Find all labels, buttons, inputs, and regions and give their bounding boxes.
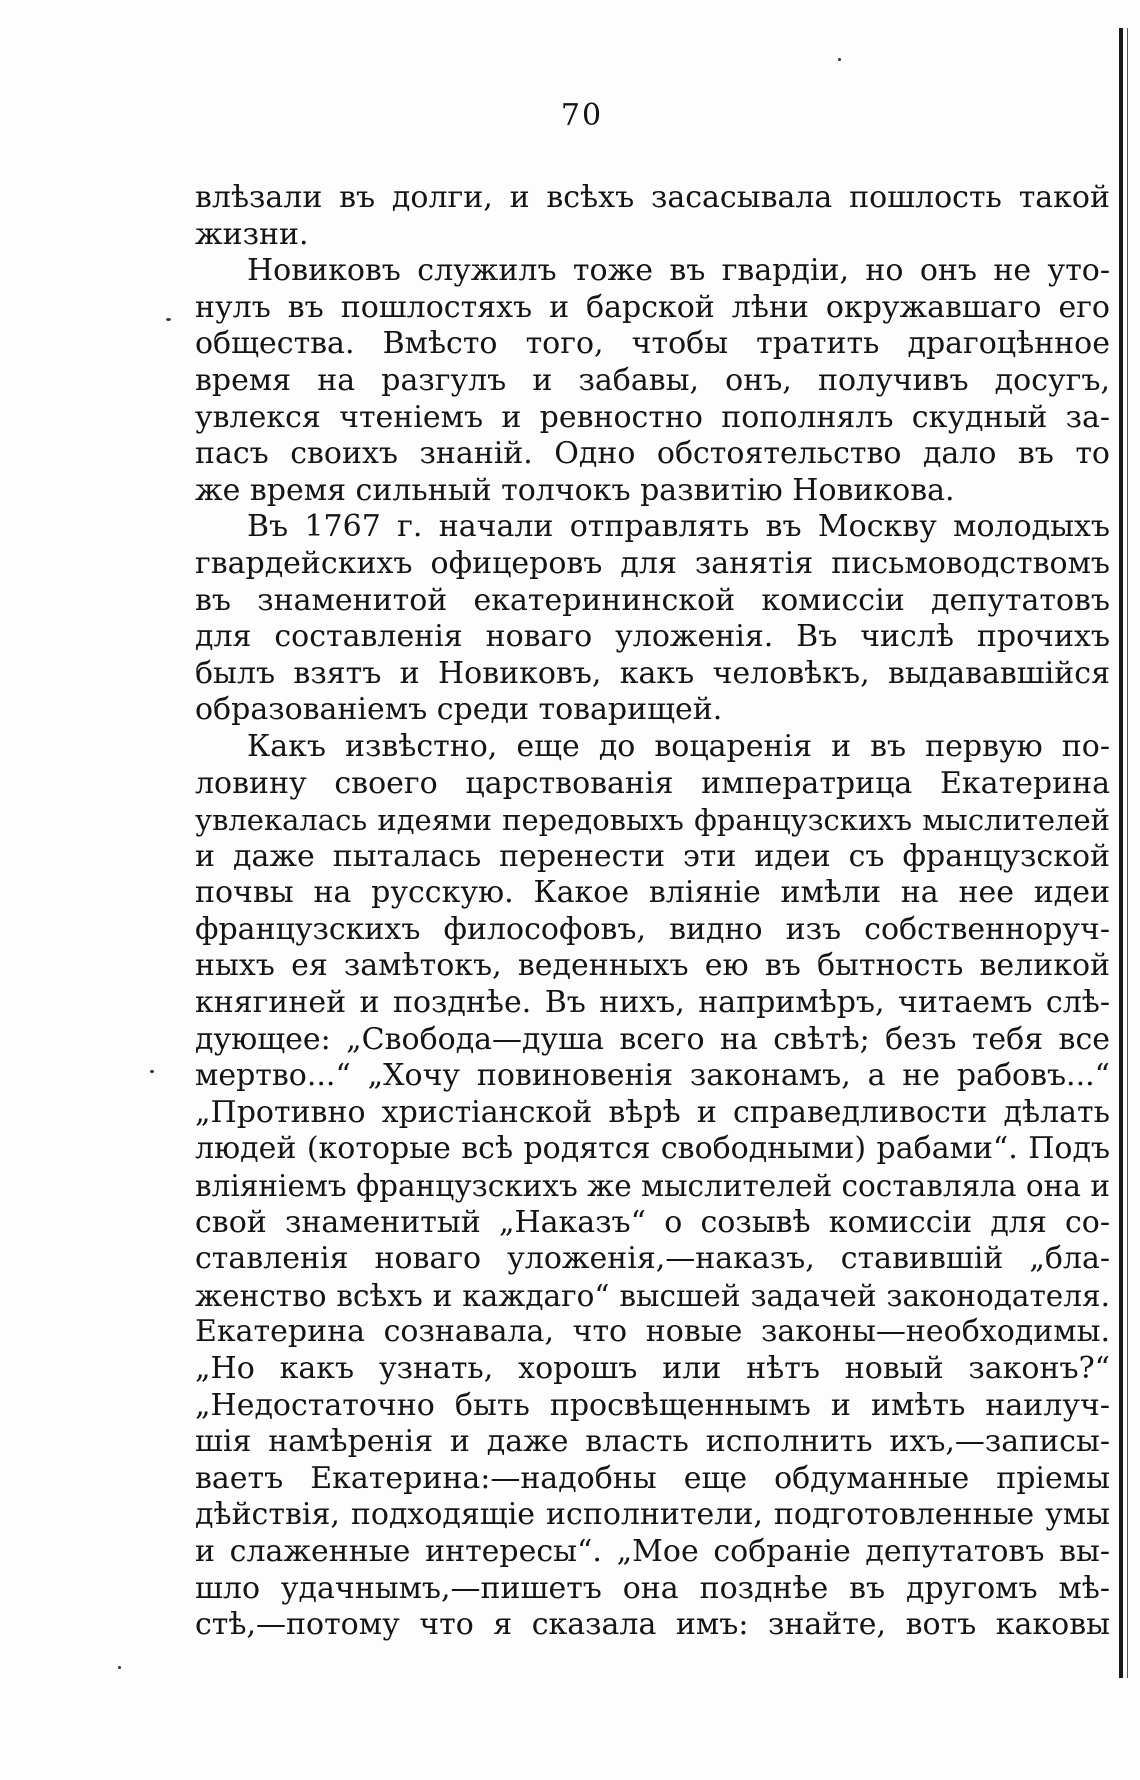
- text-line: увлекалась идеями передовыхъ французскихъ мыслителей: [195, 803, 1110, 838]
- text-line: княгиней и позднѣе. Въ нихъ, напримѣръ, читаемъ слѣ-: [195, 985, 1110, 1021]
- text-line: Екатерина сознавала, что новые законы—необходимы.: [195, 1314, 1110, 1350]
- text-line: „Недостаточно быть просвѣщеннымъ и имѣть наилуч-: [195, 1387, 1110, 1423]
- text-line: гвардейскихъ офицеровъ для занятія письмоводствомъ: [195, 545, 1110, 581]
- text-line: общества. Вмѣсто того, чтобы тратить драгоцѣнное: [195, 326, 1110, 362]
- text-line: Новиковъ служилъ тоже въ гвардіи, но онъ не уто-: [247, 253, 1110, 289]
- text-line: французскихъ философовъ, видно изъ собственноруч-: [195, 911, 1110, 947]
- text-line: шія намѣренія и даже власть исполнить ихъ,—записы-: [195, 1424, 1110, 1460]
- text-line: „Но какъ узнать, хорошъ или нѣтъ новый законъ?“: [195, 1351, 1110, 1386]
- body-text: [195, 180, 1110, 1644]
- text-line: стѣ,—потому что я сказала имъ: знайте, вотъ каковы: [195, 1607, 1110, 1643]
- text-line: ныхъ ея замѣтокъ, веденныхъ ею въ бытность великой: [195, 948, 1110, 984]
- text-line: Въ 1767 г. начали отправлять въ Москву молодыхъ: [247, 509, 1110, 545]
- text-line: дѣйствія, подходящіе исполнители, подготовленные умы: [195, 1497, 1110, 1533]
- text-line: женство всѣхъ и каждаго“ высшей задачей законодателя.: [195, 1278, 1110, 1313]
- page-number: 70: [560, 98, 604, 133]
- text-line: и слаженные интересы“. „Мое собраніе депутатовъ вы-: [195, 1533, 1110, 1569]
- text-line: вліяніемъ французскихъ же мыслителей составляла она и: [195, 1169, 1110, 1204]
- text-line: пасъ своихъ знаній. Одно обстоятельство дало въ то: [195, 436, 1110, 472]
- text-line: для составленія новаго уложенія. Въ числѣ прочихъ: [195, 619, 1110, 655]
- text-line: жизни.: [195, 216, 309, 252]
- text-line: „Противно христіанской вѣрѣ и справедливости дѣлать: [195, 1094, 1110, 1130]
- text-line: ваетъ Екатерина:—надобны еще обдуманные пріемы: [195, 1460, 1110, 1496]
- text-line: почвы на русскую. Какое вліяніе имѣли на нее идеи: [195, 875, 1110, 911]
- print-speck: [150, 1070, 154, 1073]
- text-line: людей (которые всѣ родятся свободными) рабами“. Подъ: [195, 1131, 1110, 1167]
- text-line: образованіемъ среди товарищей.: [195, 692, 723, 728]
- text-line: шло удачнымъ,—пишетъ она позднѣе въ другомъ мѣ-: [195, 1570, 1110, 1606]
- page-edge-shadow: [1119, 28, 1123, 1678]
- text-line: Какъ извѣстно, еще до воцаренія и въ первую по-: [247, 728, 1110, 764]
- text-line: увлекся чтеніемъ и ревностно пополнялъ скудный за-: [195, 399, 1110, 435]
- text-line: мертво...“ „Хочу повиновенія законамъ, а не рабовъ...“: [195, 1058, 1110, 1094]
- text-line: и даже пыталась перенести эти идеи съ французской: [195, 838, 1110, 874]
- text-line: влѣзали въ долги, и всѣхъ засасывала пошлость такой: [195, 180, 1110, 215]
- text-line: дующее: „Свобода—душа всего на свѣтѣ; безъ тебя все: [195, 1021, 1110, 1057]
- text-line: время на разгулъ и забавы, онъ, получивъ досугъ,: [195, 362, 1110, 398]
- text-line: ловину своего царствованія императрица Екатерина: [195, 765, 1110, 801]
- text-line: ставленія новаго уложенія,—наказъ, ставившій „бла-: [195, 1241, 1110, 1277]
- text-line: въ знаменитой екатерининской комиссіи депутатовъ: [195, 582, 1110, 618]
- text-line: нулъ въ пошлостяхъ и барской лѣни окружавшаго его: [195, 289, 1110, 325]
- text-line: же время сильный толчокъ развитію Новикова.: [195, 472, 955, 508]
- print-speck: [166, 318, 171, 321]
- print-speck: [838, 58, 841, 61]
- text-line: былъ взятъ и Новиковъ, какъ человѣкъ, выдававшійся: [195, 655, 1110, 691]
- page-edge-line: [1127, 28, 1128, 1678]
- print-speck: [118, 1666, 121, 1669]
- text-line: свой знаменитый „Наказъ“ о созывѣ комиссіи для со-: [195, 1204, 1110, 1240]
